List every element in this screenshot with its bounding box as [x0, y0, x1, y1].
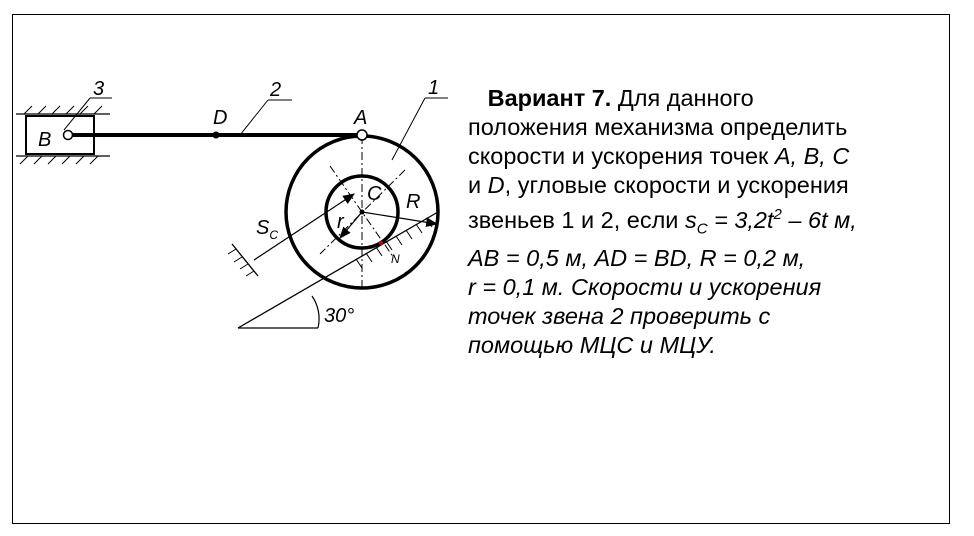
task-segment: точек звена 2 проверить с: [468, 302, 771, 329]
label-b: B: [38, 129, 52, 151]
joint-b: [64, 131, 73, 140]
label-radius-R: R: [406, 191, 421, 213]
task-segment: r = 0,1 м. Скорости и ускорения: [468, 273, 822, 300]
joint-a: [357, 130, 367, 140]
task-line: [468, 302, 938, 331]
task-segment: положения механизма определить: [468, 114, 848, 140]
label-a: A: [354, 107, 368, 129]
contact-point-n: [379, 241, 383, 245]
task-line: [468, 273, 938, 302]
task-segment: звеньев 1 и 2, если: [468, 206, 685, 233]
label-link-1: 1: [428, 77, 440, 99]
task-segment: AB = 0,5 м, AD = BD, R = 0,2 м,: [468, 244, 806, 271]
label-angle: 30°: [324, 305, 355, 327]
label-link-3: 3: [93, 78, 105, 100]
task-line: [468, 331, 938, 360]
task-segment: A, B, C: [774, 143, 850, 169]
task-line: [468, 171, 938, 200]
task-text: [468, 84, 938, 360]
task-segment: скорости и ускорения точек: [468, 143, 775, 169]
task-segment: Для данного: [611, 85, 754, 111]
task-segment: C: [696, 220, 708, 238]
task-segment: Вариант 7.: [487, 85, 612, 111]
label-c: C: [367, 183, 382, 205]
label-d: D: [213, 107, 228, 129]
task-segment: 2: [773, 206, 782, 223]
task-line: [468, 113, 938, 142]
task-segment: [468, 85, 488, 111]
label-link-2: 2: [270, 79, 282, 101]
task-segment: и: [468, 172, 488, 198]
task-segment: помощью МЦС и МЦУ.: [468, 331, 716, 358]
task-segment: s: [684, 206, 697, 233]
label-sc: $S_C$: [256, 217, 279, 242]
task-line: [468, 244, 938, 273]
task-line: [468, 200, 938, 244]
task-line: [468, 84, 938, 113]
task-segment: D: [487, 172, 505, 198]
task-segment: , угловые скорости и ускорения: [504, 172, 849, 198]
task-line: [468, 142, 938, 171]
task-segment: = 3,2t: [707, 206, 774, 233]
point-d-dot: [213, 132, 220, 139]
label-n: N: [391, 252, 400, 266]
label-radius-r: r: [337, 211, 344, 233]
task-segment: – 6t м,: [781, 206, 857, 233]
